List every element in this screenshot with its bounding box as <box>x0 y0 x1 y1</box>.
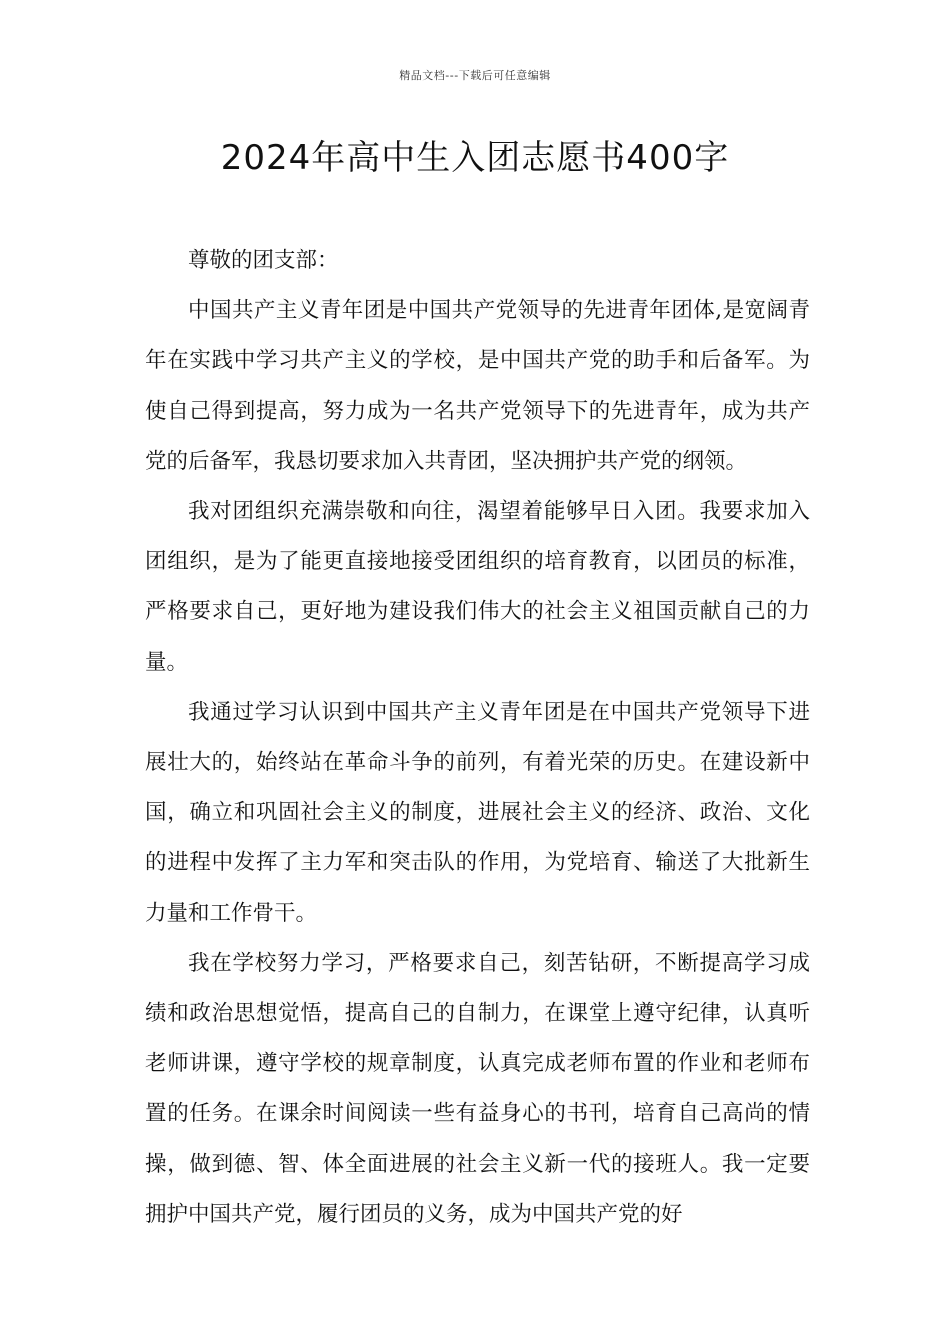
paragraph-1: 中国共产主义青年团是中国共产党领导的先进青年团体,是宽阔青年在实践中学习共产主义的学校，是中国共产党的助手和后备军。为使自己得到提高，努力成为一名共产党领导下的先进青年，成为共产党的后备军，我恳切要求加入共青团，坚决拥护共产党的纲领。 <box>145 298 810 474</box>
paragraph-2: 我对团组织充满崇敬和向往，渴望着能够早日入团。我要求加入团组织，是为了能更直接地接受团组织的培育教育，以团员的标准，严格要求自己，更好地为建设我们伟大的社会主义祖国贡献自己的力量。 <box>145 499 810 675</box>
header-note: 精品文档---下载后可任意编辑 <box>399 69 551 82</box>
document-body <box>145 236 810 1240</box>
paragraph-4: 我在学校努力学习，严格要求自己，刻苦钻研，不断提高学习成绩和政治思想觉悟，提高自己的自制力，在课堂上遵守纪律，认真听老师讲课，遵守学校的规章制度，认真完成老师布置的作业和老师布置的任务。在课余时间阅读一些有益身心的书刊，培育自己高尚的情操，做到德、智、体全面进展的社会主义新一代的接班人。我一定要拥护中国共产党，履行团员的义务，成为中国共产党的好 <box>145 950 810 1227</box>
paragraph-3: 我通过学习认识到中国共产主义青年团是在中国共产党领导下进展壮大的，始终站在革命斗争的前列，有着光荣的历史。在建设新中国，确立和巩固社会主义的制度，进展社会主义的经济、政治、文化的进程中发挥了主力军和突击队的作用，为党培育、输送了大批新生力量和工作骨干。 <box>145 699 810 926</box>
salutation: 尊敬的团支部： <box>188 248 339 273</box>
document-title: 2024年高中生入团志愿书400字 <box>220 138 730 178</box>
